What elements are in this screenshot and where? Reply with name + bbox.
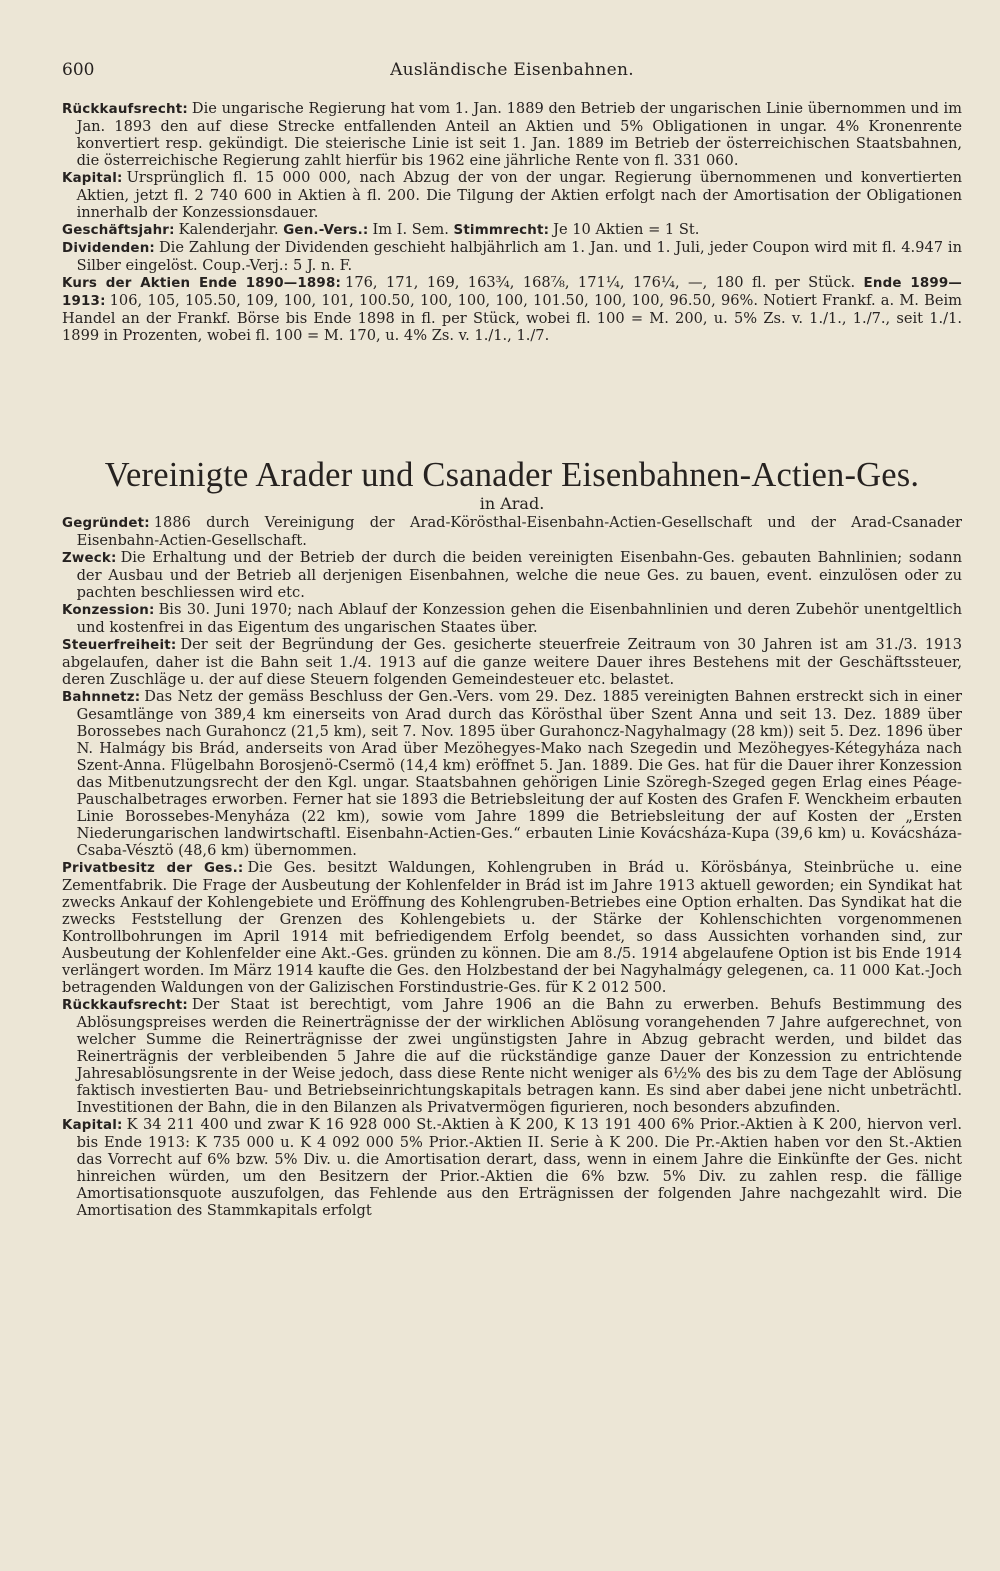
entry-label: Gegründet: <box>62 516 150 531</box>
entry-text: Ursprünglich fl. 15 000 000, nach Abzug der von der ungar. Regierung übernommenen und konvertierten Aktien, jetzt fl. 2 740 600 in Aktien à fl. 200. Die Tilgung der Aktien erfolgt nach der Amortisation der Obligationen innerhalb der Konzessionsdauer. <box>76 169 962 221</box>
running-head <box>62 60 962 86</box>
previous-company-section <box>62 100 962 344</box>
entry-rueckkaufsrecht-2 <box>62 996 962 1116</box>
entry-bahnnetz <box>62 688 962 859</box>
running-title: Ausländische Eisenbahnen. <box>390 60 634 80</box>
entry-label: Dividenden: <box>62 241 155 256</box>
entry-label: Konzession: <box>62 603 155 618</box>
entry-text: K 34 211 400 und zwar K 16 928 000 St.-Aktien à K 200, K 13 191 400 6% Prior.-Aktien à K 200, hiervon verl. bis Ende 1913: K 735 000 u. K 4 092 000 5% Prior.-Aktien II. Serie à K 200. Die Pr.-Aktien haben vor den St.-Aktien das Vorrecht auf 6% bzw. 5% Div. u. die Amortisation derart, dass, wenn in einem Jahre die Einkünfte der Ges. nicht hinreichen würden, um den Besitzern der Prior.-Aktien die 6% bzw. 5% Div. zu zahlen resp. die fällige Amortisationsquote auszufolgen, das Fehlende aus den Erträgnissen der folgenden Jahre nachgezahlt wird. Die Amortisation des Stammkapitals erfolgt <box>76 1116 962 1219</box>
entry-rueckkaufsrecht <box>62 100 962 169</box>
entry-steuerfreiheit <box>62 636 962 688</box>
company-section <box>62 514 962 1219</box>
entry-label: Geschäftsjahr: <box>62 223 175 238</box>
entry-label: Kapital: <box>62 171 123 186</box>
entry-text: Im I. Sem. <box>372 221 449 238</box>
entry-text: Je 10 Aktien = 1 St. <box>553 221 700 238</box>
page-number: 600 <box>62 60 95 80</box>
entry-label: Zweck: <box>62 551 117 566</box>
entry-text: Die Ges. besitzt Waldungen, Kohlengruben in Brád u. Körösbánya, Steinbrüche u. eine Zementfabrik. Die Frage der Ausbeutung der Kohlenfelder in Brád ist im Jahre 1913 aktuell geworden; ein Syndikat hat zwecks Ankauf der Kohlengebiete und Eröffnung des Kohlengruben-Betriebes eine Option erhalten. Das Syndikat hat die zwecks Feststellung der Grenzen des Kohlengebiets u. der Stärke der Kohlenschichten vorgenommenen Kontrollbohrungen im April 1914 mit befriedigendem Erfolg beendet, so dass Aussichten vorhanden sind, zur Ausbeutung der Kohlenfelder eine Akt.-Ges. gründen zu können. Die am 8./5. 1914 abgelaufene Option ist bis Ende 1914 verlängert worden. Im März 1914 kaufte die Ges. den Holzbestand der bei Nagyhalmágy gelegenen, ca. 11 000 Kat.-Joch betragenden Waldungen von der Galizischen Forstindustrie-Ges. für K 2 012 500. <box>62 859 962 996</box>
entry-label: Privatbesitz der Ges.: <box>62 861 244 876</box>
entry-label: Ende 1899—1913: <box>62 276 963 309</box>
entry-label: Kapital: <box>62 1118 123 1133</box>
entry-text: Kalenderjahr. <box>178 221 279 238</box>
entry-kapital-2 <box>62 1116 962 1219</box>
entry-label: Bahnnetz: <box>62 690 141 705</box>
entry-label: Stimmrecht: <box>453 223 550 238</box>
entry-dividenden <box>62 239 962 274</box>
entry-text: Die ungarische Regierung hat vom 1. Jan. 1889 den Betrieb der ungarischen Linie übernommen und im Jan. 1893 den auf diese Strecke entfallenden Anteil an Aktien und 5% Obligationen in ungar. 4% Kronenrente konvertiert resp. gekündigt. Die steierische Linie ist seit 1. Jan. 1889 im Betrieb der österreichischen Staatsbahnen, die österreichische Regierung zahlt hierfür bis 1962 eine jährliche Rente von fl. 331 060. <box>76 100 962 169</box>
entry-kapital <box>62 169 962 221</box>
entry-text: Die Erhaltung und der Betrieb der durch die beiden vereinigten Eisenbahn-Ges. gebauten Bahnlinien; sodann der Ausbau und der Betrieb all derjenigen Eisenbahnen, welche die neue Ges. zu bauen, event. einzulösen oder zu pachten beschliessen wird etc. <box>76 549 962 601</box>
company-title: Vereinigte Arader und Csanader Eisenbahnen-Actien-Ges. <box>104 456 920 494</box>
entry-label: Gen.-Vers.: <box>283 223 369 238</box>
company-location-text: in Arad. <box>479 494 545 513</box>
entry-text: Der seit der Begründung der Ges. gesicherte steuerfreie Zeitraum von 30 Jahren ist am 31./3. 1913 abgelaufen, daher ist die Bahn seit 1./4. 1913 auf die ganze weitere Dauer ihres Bestehens mit der Geschäftssteuer, deren Zuschläge u. der auf diese Steuern folgenden Gemeindesteuer etc. belastet. <box>62 636 962 688</box>
entry-text: Das Netz der gemäss Beschluss der Gen.-Vers. vom 29. Dez. 1885 vereinigten Bahnen erstreckt sich in einer Gesamtlänge von 389,4 km einerseits von Arad durch das Körösthal über Szent Anna und seit 13. Dez. 1889 über Borossebes nach Gurahoncz (21,5 km), seit 7. Nov. 1895 über Gurahoncz-Nagyhalmagy (28 km)) seit 5. Dez. 1896 über N. Halmágy bis Brád, anderseits von Arad über Mezöhegyes-Mako nach Szegedin und Mezöhegyes-Kétegyháza nach Szent-Anna. Flügelbahn Borosjenö-Csermö (14,4 km) eröffnet 5. Jan. 1889. Die Ges. hat für die Dauer ihrer Konzession das Mitbenutzungsrecht der den Kgl. ungar. Staatsbahnen gehörigen Linie Szöregh-Szeged gegen Erlag eines Péage-Pauschalbetrages erworben. Ferner hat sie 1893 die Betriebsleitung der auf Kosten des Grafen F. Wenckheim erbauten Linie Borossebes-Menyháza (22 km), sowie vom Jahre 1899 die Betriebsleitung der auf Kosten der „Ersten Niederungarischen landwirtschaftl. Eisenbahn-Actien-Ges.“ erbauten Linie Kovácsháza-Kupa (39,6 km) u. Kovácsháza-Csaba-Vésztö (48,6 km) übernommen. <box>76 688 962 859</box>
entry-text: 106, 105, 105.50, 109, 100, 101, 100.50, 100, 100, 100, 101.50, 100, 100, 96.50, 96%. Notiert Frankf. a. M. Beim Handel an der Frankf. Börse bis Ende 1898 in fl. per Stück, wobei fl. 100 = M. 200, u. 5% Zs. v. 1./1., 1./7., seit 1./1. 1899 in Prozenten, wobei fl. 100 = M. 170, u. 4% Zs. v. 1./1., 1./7. <box>62 292 962 344</box>
entry-geschaeftsjahr <box>62 221 962 239</box>
entry-gegruendet <box>62 514 962 549</box>
entry-zweck <box>62 549 962 601</box>
entry-text: 176, 171, 169, 163¾, 168⅞, 171¼, 176¼, —, 180 fl. per Stück. <box>345 274 856 291</box>
entry-label: Rückkaufsrecht: <box>62 102 188 117</box>
entry-text: Der Staat ist berechtigt, vom Jahre 1906 an die Bahn zu erwerben. Behufs Bestimmung des Ablösungspreises werden die Reinerträgnisse der der wirklichen Ablösung vorangehenden 7 Jahre aufgerechnet, von welcher Summe die Reinerträgnisse der zwei ungünstigsten Jahre in Abzug gebracht werden, und bildet das Reinerträgnis der verbleibenden 5 Jahre die auf die rückständige ganze Dauer der Konzession zu entrichtende Jahresablösungsrente in der Weise jedoch, dass diese Rente nicht weniger als 6½% des bis zu dem Tage der Ablösung faktisch investierten Bau- und Betriebseinrichtungskapitals betragen kann. Es sind aber dabei jene nicht unbeträchtl. Investitionen der Bahn, die in den Bilanzen als Privatvermögen figurieren, noch besonders abzufinden. <box>76 996 962 1116</box>
entry-privatbesitz <box>62 859 962 996</box>
entry-text: Bis 30. Juni 1970; nach Ablauf der Konzession gehen die Eisenbahnlinien und deren Zubehör unentgeltlich und kostenfrei in das Eigentum des ungarischen Staates über. <box>76 601 962 636</box>
entry-label: Rückkaufsrecht: <box>62 998 188 1013</box>
entry-text: Die Zahlung der Dividenden geschieht halbjährlich am 1. Jan. und 1. Juli, jeder Coupon wird mit fl. 4.947 in Silber eingelöst. Coup.-Verj.: 5 J. n. F. <box>76 239 962 274</box>
entry-kurs <box>62 274 962 344</box>
entry-label: Steuerfreiheit: <box>62 638 177 653</box>
company-location <box>62 493 962 515</box>
entry-konzession <box>62 601 962 636</box>
entry-text: 1886 durch Vereinigung der Arad-Körösthal-Eisenbahn-Actien-Gesellschaft und der Arad-Csanader Eisenbahn-Actien-Gesellschaft. <box>76 514 962 549</box>
entry-label: Kurs der Aktien Ende 1890—1898: <box>62 276 342 291</box>
